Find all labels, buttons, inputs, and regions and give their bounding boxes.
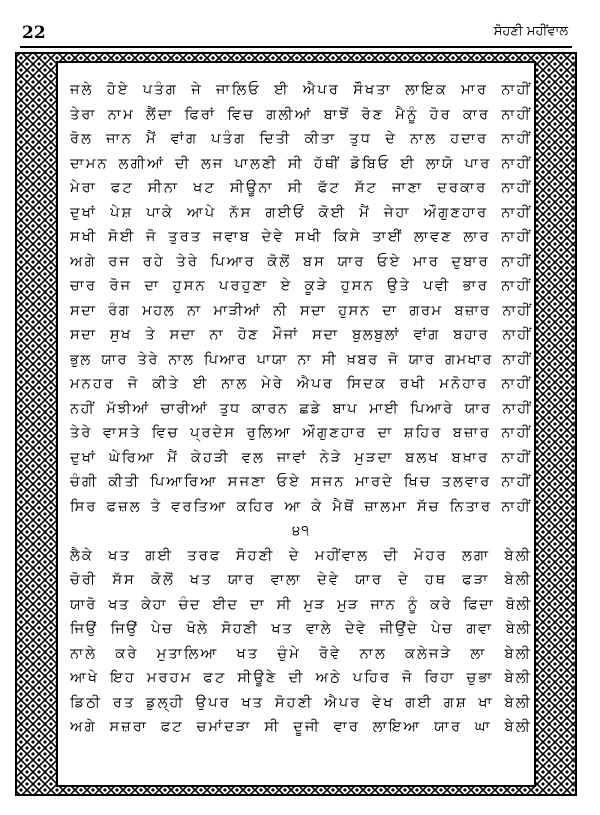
stanza-number: ੪੧ [292,523,310,539]
verse-line: ਸਖੀ ਸੋਈ ਜੋ ਤੁਰਤ ਜਵਾਬ ਦੇਵੇ ਸਖੀ ਕਿਸੇ ਤਾਈਂ ਲਾਵਣ ਲਾਰ ਨਾਹੀਂ [70,229,532,245]
verse-line: ਜਲੇ ਹੋਏ ਪਤੰਗ ਜੇ ਜਾਲਿਓ ਈ ਐਪਰ ਸੌਖਤਾ ਲਾਇਕ ਮਾਰ ਨਾਹੀਂ [70,82,532,98]
verse-line: ਤੇਰੇ ਵਾਸਤੇ ਵਿਚ ਪ੍ਰਦੇਸ ਰੁਲਿਆ ਔਗੁਣਹਾਰ ਦਾ ਸ਼ਹਿਰ ਬਜ਼ਾਰ ਨਾਹੀਂ [70,425,532,441]
verse-line: ਯਾਰੋ ਖਤ ਕੇਹਾ ਚੰਦ ਈਦ ਦਾ ਸੀ ਮੁੜ ਮੁੜ ਜਾਨ ਨੂੰ ਕਰੇ ਫਿਦਾ ਬੋਲੀ [70,596,532,613]
verse-line: ਸਦਾ ਰੰਗ ਮਹਲ ਨਾ ਮਾੜੀਆਂ ਨੀ ਸਦਾ ਹੁਸਨ ਦਾ ਗਰਮ ਬਜ਼ਾਰ ਨਾਹੀਂ [70,302,532,319]
verse-line: ਨਾਲੇ ਕਰੇ ਮੁਤਾਲਿਆ ਖਤ ਚੁੰਮੇ ਰੋਵੇ ਨਾਲ ਕਲੇਜੜੇ ਲਾ ਬੇਲੀ [70,645,532,662]
page-header [20,20,572,48]
verse-line: ਆਖੇ ਇਹ ਮਰਹਮ ਫਟ ਸੀਊਣੇ ਦੀ ਅਠੇ ਪਹਿਰ ਜੋ ਰਿਹਾ ਚੁਭਾ ਬੇਲੀ [70,670,532,686]
verse-line: ਰੋਲ ਜਾਨ ਮੈਂ ਵਾਂਗ ਪਤੰਗ ਦਿਤੀ ਕੀਤਾ ਤੁਧ ਦੇ ਨਾਲ ਹਦਾਰ ਨਾਹੀਂ [70,131,532,147]
verse-line: ਸਦਾ ਸੁਖ ਤੇ ਸਦਾ ਨਾ ਹੋਣ ਮੌਜਾਂ ਸਦਾ ਬੁਲਬੁਲਾਂ ਵਾਂਗ ਬਹਾਰ ਨਾਹੀਂ [70,327,532,343]
verse-line: ਦੁਖਾਂ ਘੇਰਿਆ ਮੈਂ ਕੇਹੜੀ ਵਲ ਜਾਵਾਂ ਨੇੜੇ ਮੁੜਦਾ ਬਲਖ ਬਖ਼ਾਰ ਨਾਹੀਂ [70,449,532,466]
header-rule [20,46,572,48]
page-number: 22 [22,23,46,43]
stanza-40 [70,78,532,519]
verse-line: ਸਿਰ ਫਜ਼ਲ ਤੇ ਵਰਤਿਆ ਕਹਿਰ ਆ ਕੇ ਮੈਥੋਂ ਜ਼ਾਲਮਾ ਸੱਚ ਨਿਤਾਰ ਨਾਹੀਂ [70,498,532,515]
verse-line: ਲੈਕੇ ਖਤ ਗਈ ਤਰਫ ਸੋਹਣੀ ਦੇ ਮਹੀਂਵਾਲ ਦੀ ਮੋਹਰ ਲਗਾ ਬੇਲੀ [70,547,532,564]
verse-line: ਚੰਗੀ ਕੀਤੀ ਪਿਆਰਿਆ ਸਜਣਾ ਓਏ ਸਜਨ ਮਾਰਦੇ ਖਿਚ ਤਲਵਾਰ ਨਾਹੀਂ [70,474,532,490]
stanza-41 [70,544,532,740]
verse-line: ਡਿਠੀ ਰਤ ਡੁਲ੍ਹੀ ਉਪਰ ਖਤ ਸੋਹਣੀ ਐਪਰ ਵੇਖ ਗਈ ਗਸ਼ ਖਾ ਬੇਲੀ [70,694,532,711]
verse-line: ਤੇਰਾ ਨਾਮ ਲੈਂਦਾ ਫਿਰਾਂ ਵਿਚ ਗਲੀਆਂ ਬਾਝੋਂ ਰੋਣ ਮੈਨੂੰ ਹੋਰ ਕਾਰ ਨਾਹੀਂ [70,106,532,123]
verse-line: ਦਾਮਨ ਲਗੀਆਂ ਦੀ ਲਜ ਪਾਲਣੀ ਸੀ ਹੱਥੀਂ ਡੋਬਿਓ ਈ ਲਾਯੋ ਪਾਰ ਨਾਹੀਂ [70,155,532,172]
verse-line: ਚੋਰੀ ਸੱਸ ਕੋਲੋਂ ਖਤ ਯਾਰ ਵਾਲਾ ਦੇਵੇ ਯਾਰ ਦੇ ਹਥ ਫੜਾ ਬੇਲੀ [70,572,532,588]
verse-line: ਮਨਹਰ ਜੋ ਕੀਤੇ ਈ ਨਾਲ ਮੇਰੇ ਐਪਰ ਸਿਦਕ ਰਖੀ ਮਨੋਹਾਰ ਨਾਹੀਂ [70,376,532,392]
verse-line: ਜਿਉਂ ਜਿਉਂ ਪੇਚ ਖੋਲੇ ਸੋਹਣੀ ਖਤ ਵਾਲੇ ਦੇਵੇ ਜੀਉਂਦੇ ਪੇਚ ਗਵਾ ਬੇਲੀ [70,621,532,637]
poem-body [70,78,532,740]
verse-line: ਦੁਖਾਂ ਪੇਸ਼ ਪਾਕੇ ਆਪੇ ਨੱਸ ਗਈਓਂ ਕੋਈ ਮੈਂ ਜੇਹਾ ਔਗੁਣਹਾਰ ਨਾਹੀਂ [70,204,532,221]
verse-line: ਮੇਰਾ ਫਟ ਸੀਨਾ ਖਟ ਸੀਊਨਾ ਸੀ ਫੱਟ ਸੱਟ ਜਾਣਾ ਦਰਕਾਰ ਨਾਹੀਂ [70,180,532,196]
verse-line: ਅਗੇ ਰਜ ਰਹੇ ਤੇਰੇ ਪਿਆਰ ਕੋਲੋਂ ਬਸ ਯਾਰ ਓਏ ਮਾਰ ਦੁਬਾਰ ਨਾਹੀਂ [70,253,532,270]
running-title: ਸੋਹਣੀ ਮਹੀਂਵਾਲ [493,24,568,39]
verse-line: ਚਾਰ ਰੋਜ ਦਾ ਹੁਸਨ ਪਰਹੁਣਾ ਏ ਕੂੜੇ ਹੁਸਨ ਉਤੇ ਪਵੀ ਭਾਰ ਨਾਹੀਂ [70,278,532,294]
verse-line: ਨਹੀਂ ਮੱਝੀਆਂ ਚਾਰੀਆਂ ਤੁਧ ਕਾਰਨ ਛਡੇ ਬਾਪ ਮਾਈ ਪਿਆਰੇ ਯਾਰ ਨਾਹੀਂ [70,400,532,417]
verse-line: ਅਗੇ ਸਜ਼ਰਾ ਫਟ ਚਮਾਂਦੜਾ ਸੀ ਦੂਜੀ ਵਾਰ ਲਾਇਆ ਯਾਰ ਘਾ ਬੇਲੀ [70,719,532,735]
verse-line: ਭੁਲ ਯਾਰ ਤੇਰੇ ਨਾਲ ਪਿਆਰ ਪਾਯਾ ਨਾ ਸੀ ਖ਼ਬਰ ਜੋ ਯਾਰ ਗਮਖਾਰ ਨਾਹੀਂ [70,351,532,368]
